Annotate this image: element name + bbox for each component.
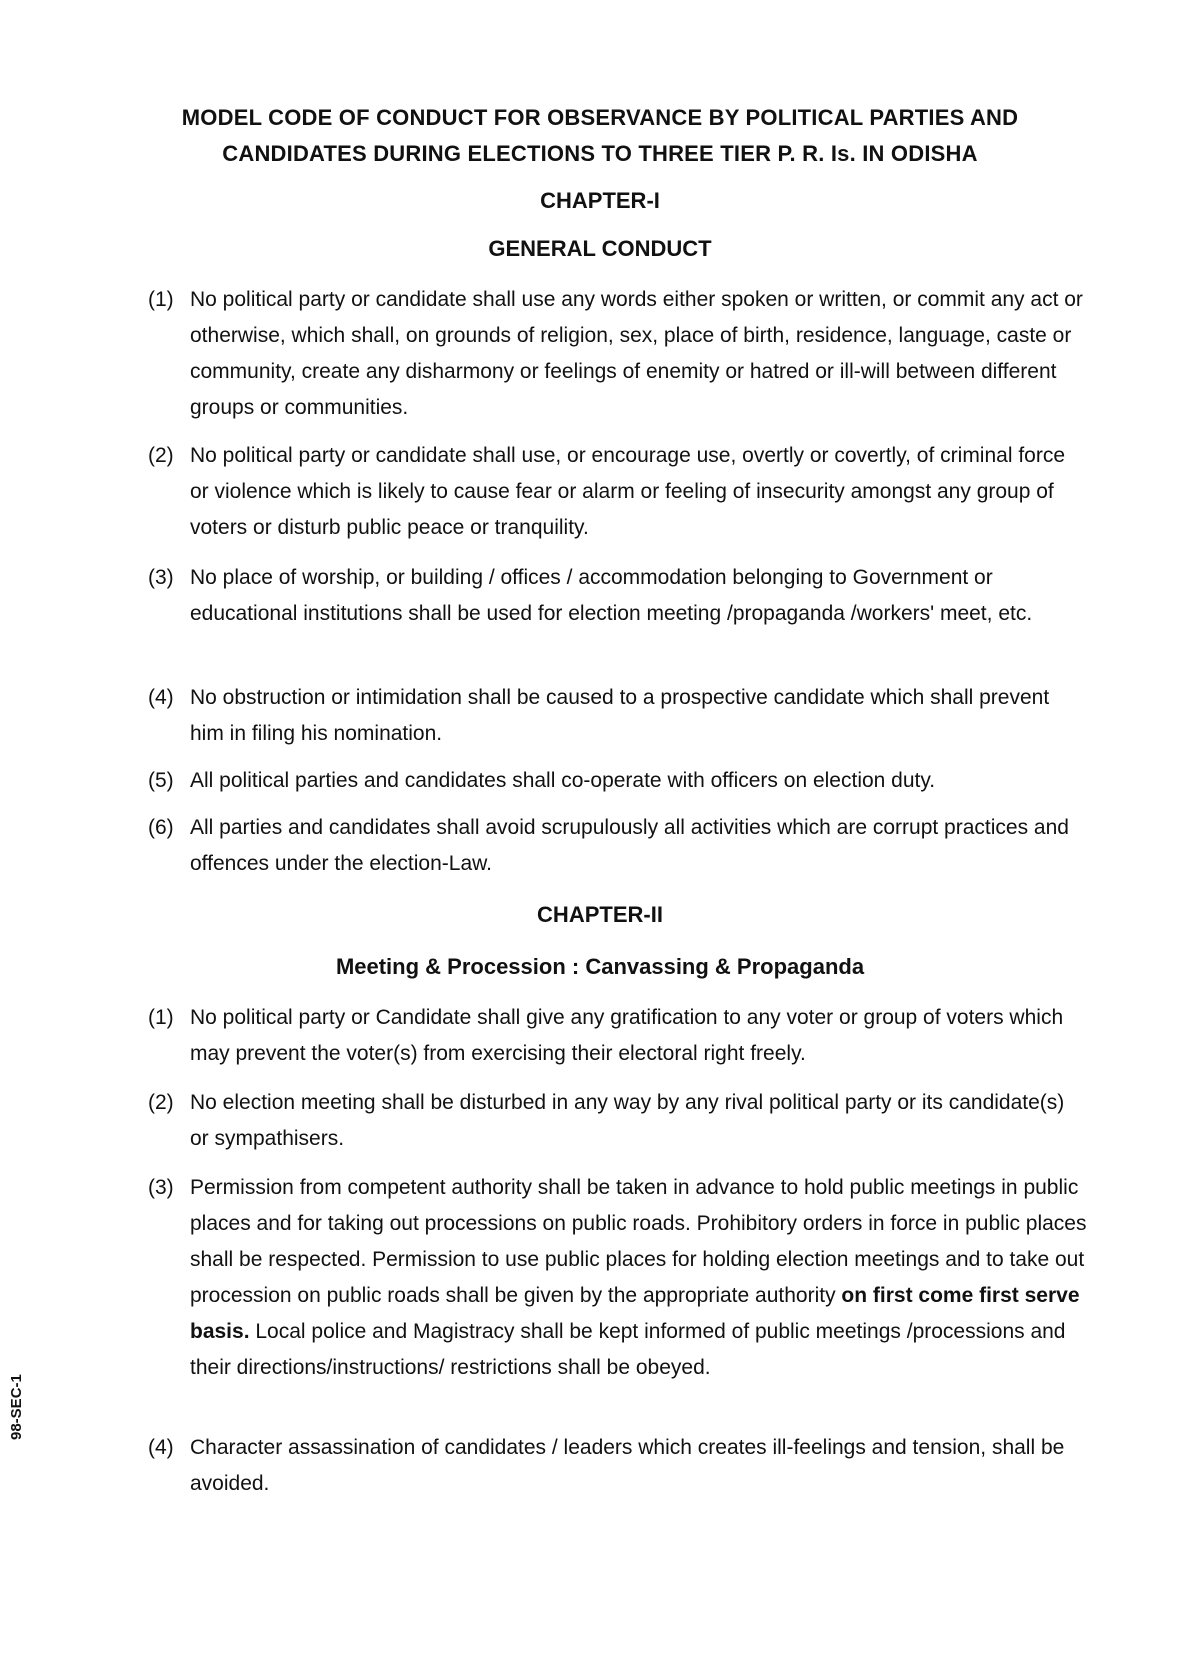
clause-text: No place of worship, or building / offices / accommodation belonging to Government or educational institutions shall be used for election meeting /propaganda /workers' meet, etc. [190,566,1033,625]
chapter-1-section-title: GENERAL CONDUCT [488,236,712,261]
clause [148,438,1088,546]
clause [148,810,1088,882]
side-reference-code: 98-SEC-1 [8,1374,25,1440]
clause-text: No election meeting shall be disturbed in any way by any rival political party or its candidate(s) or sympathisers. [190,1091,1065,1150]
clause-text: Character assassination of candidates / leaders which creates ill-feelings and tension, shall be avoided. [190,1436,1065,1495]
chapter-2-section-title: Meeting & Procession : Canvassing & Propaganda [335,954,865,979]
clause [148,560,1088,632]
clause-number: (2) [148,444,174,467]
clause-number: (4) [148,686,174,709]
clause-number: (2) [148,1091,174,1114]
clause [148,282,1088,426]
clause-text [190,1170,1088,1386]
clause-text: No obstruction or intimidation shall be caused to a prospective candidate which shall prevent him in filing his nomination. [190,686,1050,745]
clause [148,1000,1088,1072]
clause-text-emphasis: on first come first serve basis. [190,1284,1080,1343]
clause [148,763,1088,799]
clause-text: No political party or candidate shall use any words either spoken or written, or commit any act or otherwise, which shall, on grounds of religion, sex, place of birth, residence, language, caste or community, create any disharmony or feelings of enemity or hatred or ill-will between different groups or communities. [190,288,1083,419]
clause-number: (1) [148,1006,174,1029]
clause [148,680,1088,752]
clause [148,1170,1088,1386]
chapter-2-heading: CHAPTER-II [537,902,663,927]
clause-number: (5) [148,769,174,792]
clause-number: (6) [148,816,174,839]
clause-text-part: Permission from competent authority shall be taken in advance to hold public meetings in public places and for taking out processions on public roads. Prohibitory orders in force in public places shall be respected. Permission to use public places for holding election meetings and to take out procession on public roads shall be given by the appropriate authority [190,1176,1087,1307]
chapter-1-heading: CHAPTER-I [540,188,660,213]
document-title-line-2: CANDIDATES DURING ELECTIONS TO THREE TIER P. R. Is. IN ODISHA [222,141,978,166]
clause-text: No political party or Candidate shall give any gratification to any voter or group of voters which may prevent the voter(s) from exercising their electoral right freely. [190,1006,1064,1065]
clause-text: No political party or candidate shall use, or encourage use, overtly or covertly, of criminal force or violence which is likely to cause fear or alarm or feeling of insecurity amongst any group of voters or disturb public peace or tranquility. [190,444,1066,539]
clause [148,1430,1088,1502]
clause-number: (1) [148,288,174,311]
clause-text-part: Local police and Magistracy shall be kept informed of public meetings /processions and their directions/instructions/ restrictions shall be obeyed. [190,1320,1066,1379]
clause-number: (4) [148,1436,174,1459]
clause [148,1085,1088,1157]
clause-text: All parties and candidates shall avoid scrupulously all activities which are corrupt practices and offences under the election-Law. [190,816,1069,875]
clause-number: (3) [148,566,174,589]
clause-text: All political parties and candidates shall co-operate with officers on election duty. [190,769,936,792]
clause-number: (3) [148,1176,174,1199]
document-title-line-1: MODEL CODE OF CONDUCT FOR OBSERVANCE BY POLITICAL PARTIES AND [181,105,1019,130]
